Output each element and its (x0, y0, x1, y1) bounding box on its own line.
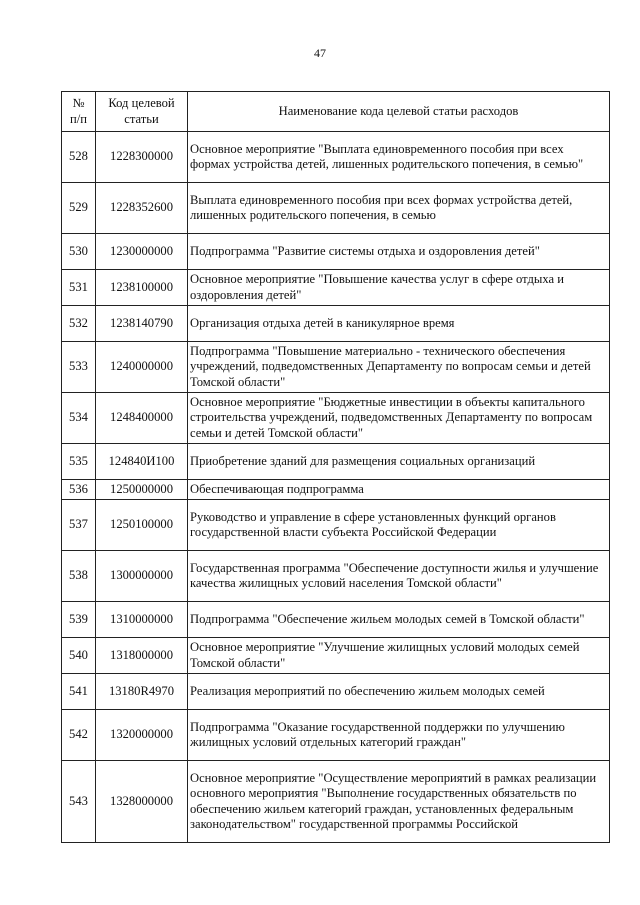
row-code: 1318000000 (96, 638, 188, 674)
row-num: 533 (62, 342, 96, 393)
table-row (62, 444, 610, 480)
row-name: Подпрограмма "Оказание государственной поддержки по улучшению жилищных условий отдельных категорий граждан" (188, 710, 610, 761)
row-name: Государственная программа "Обеспечение доступности жилья и улучшение качества жилищных условий населения Томской области" (188, 551, 610, 602)
row-num: 540 (62, 638, 96, 674)
row-code: 124840И100 (96, 444, 188, 480)
row-name: Подпрограмма "Повышение материально - технического обеспечения учреждений, подведомственных Департаменту по вопросам семьи и детей Томской области" (188, 342, 610, 393)
row-code: 1230000000 (96, 234, 188, 270)
target-codes-table (61, 91, 610, 843)
table-row (62, 480, 610, 500)
table-header-row (62, 92, 610, 132)
row-name: Основное мероприятие "Улучшение жилищных условий молодых семей Томской области" (188, 638, 610, 674)
page-number: 47 (314, 46, 326, 60)
row-num: 529 (62, 183, 96, 234)
row-code: 1250100000 (96, 500, 188, 551)
row-name: Обеспечивающая подпрограмма (188, 480, 610, 500)
row-code: 1240000000 (96, 342, 188, 393)
table-row (62, 638, 610, 674)
row-code: 1250000000 (96, 480, 188, 500)
table-row (62, 132, 610, 183)
row-num: 535 (62, 444, 96, 480)
table-row (62, 306, 610, 342)
row-num: 538 (62, 551, 96, 602)
row-name: Организация отдыха детей в каникулярное время (188, 306, 610, 342)
row-num: 543 (62, 761, 96, 843)
table-row (62, 342, 610, 393)
table-row (62, 551, 610, 602)
row-code: 1228300000 (96, 132, 188, 183)
row-code: 1320000000 (96, 710, 188, 761)
row-num: 532 (62, 306, 96, 342)
row-num: 531 (62, 270, 96, 306)
row-name: Основное мероприятие "Выплата единовременного пособия при всех формах устройства детей, лишенных родительского попечения, в семью" (188, 132, 610, 183)
row-num: 537 (62, 500, 96, 551)
row-name: Основное мероприятие "Осуществление мероприятий в рамках реализации основного мероприятия "Выполнение государственных обязательств по обеспечению жильем категорий граждан, установленных федеральным законодательством" государственной программы Российской (188, 761, 610, 843)
table-row (62, 674, 610, 710)
table-row (62, 761, 610, 843)
row-code: 1238140790 (96, 306, 188, 342)
table-row (62, 500, 610, 551)
row-name: Подпрограмма "Развитие системы отдыха и оздоровления детей" (188, 234, 610, 270)
row-code: 1300000000 (96, 551, 188, 602)
table-row (62, 710, 610, 761)
row-name: Приобретение зданий для размещения социальных организаций (188, 444, 610, 480)
row-name: Основное мероприятие "Повышение качества услуг в сфере отдыха и оздоровления детей" (188, 270, 610, 306)
row-num: 534 (62, 393, 96, 444)
table-row (62, 393, 610, 444)
row-num: 530 (62, 234, 96, 270)
row-name: Руководство и управление в сфере установленных функций органов государственной власти субъекта Российской Федерации (188, 500, 610, 551)
row-code: 1310000000 (96, 602, 188, 638)
row-name: Подпрограмма "Обеспечение жильем молодых семей в Томской области" (188, 602, 610, 638)
row-code: 13180R4970 (96, 674, 188, 710)
header-name: Наименование кода целевой статьи расходов (188, 92, 610, 132)
row-code: 1328000000 (96, 761, 188, 843)
row-name: Реализация мероприятий по обеспечению жильем молодых семей (188, 674, 610, 710)
header-code: Код целевой статьи (96, 92, 188, 132)
row-num: 541 (62, 674, 96, 710)
row-code: 1228352600 (96, 183, 188, 234)
table-row (62, 270, 610, 306)
table-row (62, 234, 610, 270)
row-code: 1248400000 (96, 393, 188, 444)
table-row (62, 602, 610, 638)
row-num: 528 (62, 132, 96, 183)
row-num: 536 (62, 480, 96, 500)
row-num: 542 (62, 710, 96, 761)
row-name: Основное мероприятие "Бюджетные инвестиции в объекты капитального строительства учреждений, подведомственных Департаменту по вопросам семьи и детей Томской области" (188, 393, 610, 444)
row-num: 539 (62, 602, 96, 638)
table-row (62, 183, 610, 234)
row-name: Выплата единовременного пособия при всех формах устройства детей, лишенных родительского попечения, в семью (188, 183, 610, 234)
row-code: 1238100000 (96, 270, 188, 306)
header-num: № п/п (62, 92, 96, 132)
